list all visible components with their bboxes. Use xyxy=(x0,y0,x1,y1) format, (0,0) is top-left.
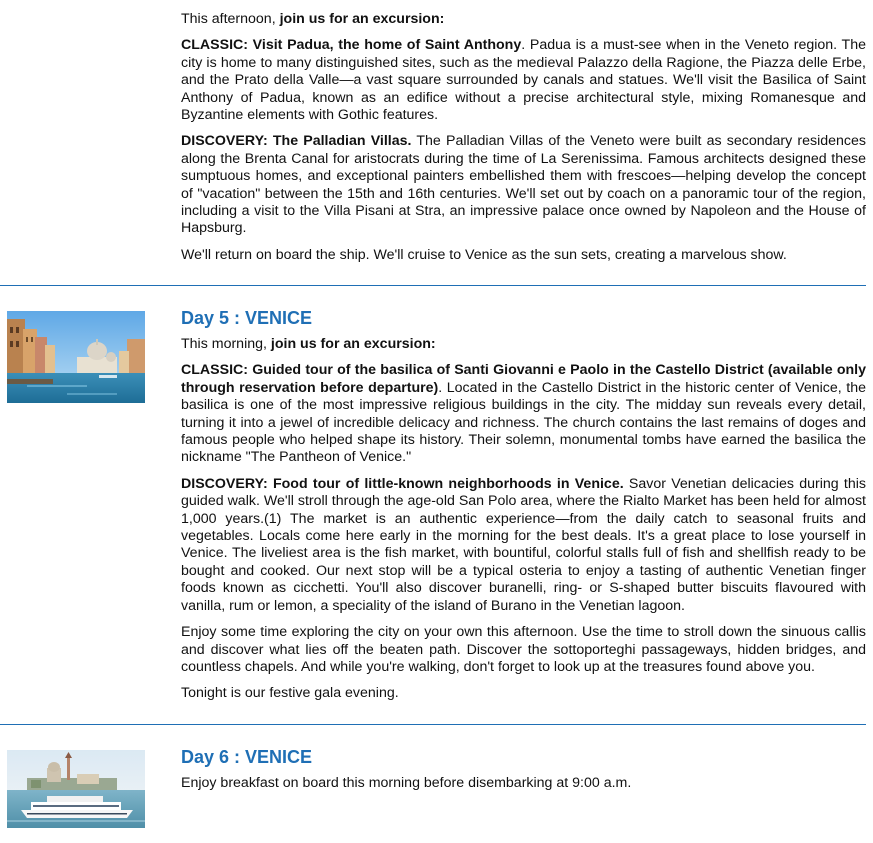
day6-paragraph: Enjoy breakfast on board this morning before disembarking at 9:00 a.m. xyxy=(181,775,632,791)
day5-title: Day 5 : VENICE xyxy=(181,308,313,328)
day5-lead: This morning, join us for an excursion: xyxy=(181,336,436,352)
day5-classic-paragraph: CLASSIC: Guided tour of the basilica of Santi Giovanni e Paolo in the Castello District (available only through reservation before departure). Located in the Castello District in the historic center of Venice, the basilica is one of the most impressive religious buildings in the city. The midday sun reveals every detail, turning it into a jewel of incredible delicacy and richness. The church contains the last remains of doges and famous people who helped shape its history. Their solemn, monumental tombs have earned the basilica the nickname "The Pantheon of Venice." xyxy=(181,362,867,466)
venice-grand-canal-image xyxy=(7,311,145,403)
intro-return-paragraph: We'll return on board the ship. We'll cruise to Venice as the sun sets, creating a marvelous show. xyxy=(181,246,787,263)
section-divider xyxy=(0,724,866,725)
day6-title: Day 6 : VENICE xyxy=(181,747,313,767)
intro-lead: This afternoon, join us for an excursion: xyxy=(181,11,445,27)
day5-section xyxy=(181,308,866,703)
classic-title: CLASSIC: Visit Padua, the home of Saint Anthony xyxy=(181,37,522,54)
discovery-title: DISCOVERY: Food tour of little-known neighborhoods in Venice. xyxy=(181,475,624,492)
section-divider xyxy=(0,285,866,286)
discovery-title: DISCOVERY: The Palladian Villas. xyxy=(181,133,412,150)
day5-discovery-paragraph: DISCOVERY: Food tour of little-known neighborhoods in Venice. Savor Venetian delicacies during this guided walk. We'll stroll through the age-old San Polo area, where the Rialto Market has been held for almost 1,000 years.(1) The market is an authentic experience—from the daily catch to seasonal fruits and vegetables. Locals come here early in the morning for the best deals. It's a great place to lose yourself in Venice. The liveliest area is the fish market, with bountiful, colorful stalls full of fish and shellfish ready to be bought and cooked. Our next stop will be a typical osteria to enjoy a tasting of authentic Venetian finger foods known as cicchetti. You'll also discover buranelli, ring- or S-shaped butter biscuits flavoured with vanilla, rum or lemon, a speciality of the island of Burano in the Venetian lagoon. xyxy=(181,475,867,614)
intro-discovery-paragraph: DISCOVERY: The Palladian Villas. The Palladian Villas of the Veneto were built as secondary residences along the Brenta Canal for aristocrats during the time of La Serenissima. Famous architects designed these sumptuous homes, and exceptional painters embellished them with frescoes—helping develop the concept of "vacation" between the 15th and 16th centuries. We'll set out by coach on a panoramic tour of the region, including a visit to the Villa Pisani at Stra, an impressive palace once owned by Napoleon and the House of Hapsburg. xyxy=(181,133,866,237)
intro-classic-paragraph: CLASSIC: Visit Padua, the home of Saint Anthony. Padua is a must-see when in the Veneto region. The city is home to many distinguished sites, such as the medieval Palazzo della Ragione, the Piazza delle Erbe, and the Prato della Valle—a vast square surrounded by canals and statues. We'll visit the Basilica of Saint Anthony of Padua, known as an edifice without a precise architectural style, mixing Romanesque and Byzantine elements with Gothic features. xyxy=(181,37,866,124)
day5-evening-paragraph: Tonight is our festive gala evening. xyxy=(181,685,399,702)
day5-afternoon-paragraph: Enjoy some time exploring the city on your own this afternoon. Use the time to stroll down the sinuous callis and discover what lies off the beaten path. Discover the sottoporteghi passageways, hidden bridges, and countless chapels. And while you're walking, don't forget to look up at the treasures found above you. xyxy=(181,624,866,675)
day6-section xyxy=(181,747,866,792)
intro-section xyxy=(181,11,866,264)
cruise-ship-lagoon-image xyxy=(7,750,145,828)
classic-title: CLASSIC: Guided tour of the basilica of Santi Giovanni e Paolo in the Castello District (available only through reservation before departure) xyxy=(181,362,866,396)
